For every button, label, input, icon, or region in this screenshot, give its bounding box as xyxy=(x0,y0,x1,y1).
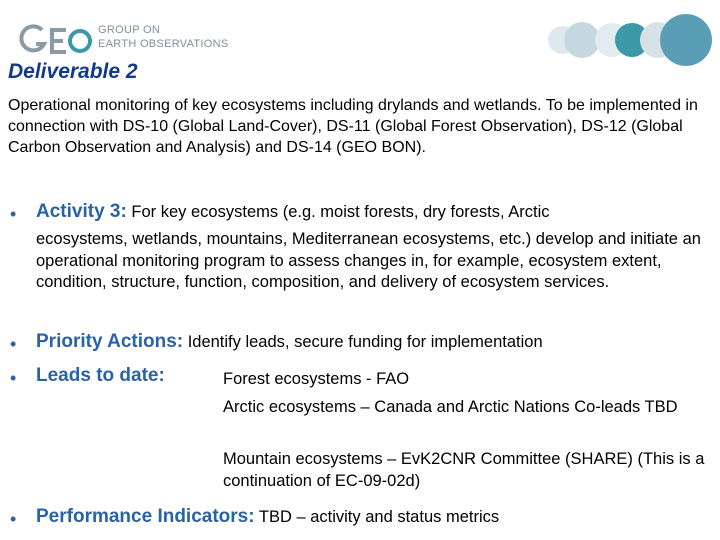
bullet-marker: • xyxy=(10,509,17,529)
lead-item-arctic: Arctic ecosystems – Canada and Arctic Nations Co-leads TBD xyxy=(223,398,678,416)
priority-bullet xyxy=(36,331,720,354)
performance-bullet xyxy=(36,506,720,529)
page-title: Deliverable 2 xyxy=(8,60,138,83)
bullet-marker: • xyxy=(10,204,17,224)
priority-text: Identify leads, secure funding for implementation xyxy=(187,333,543,351)
geo-logo xyxy=(18,20,238,60)
decorative-circles xyxy=(540,6,720,72)
activity-heading: Activity 3: xyxy=(36,201,127,222)
activity-bullet xyxy=(36,201,716,224)
bullet-marker: • xyxy=(10,334,17,354)
bullet-marker: • xyxy=(10,368,17,388)
activity-continuation: ecosystems, wetlands, mountains, Mediterranean ecosystems, etc.) develop and initiate an operational monitoring program to assess changes in, for example, ecosystem extent, condition, structure, function, composition, and delivery of ecosystem services. xyxy=(36,230,701,291)
logo-text-line-1: GROUP ON xyxy=(98,24,161,36)
intro-paragraph: Operational monitoring of key ecosystems including drylands and wetlands. To be implemented in connection with DS-10 (Global Land-Cover), DS-11 (Global Forest Observation), DS-12 (Global Carbon Observation and Analysis) and DS-14 (GEO BON). xyxy=(8,97,698,156)
performance-text: TBD – activity and status metrics xyxy=(258,508,500,526)
logo-text-line-2: EARTH OBSERVATIONS xyxy=(98,38,229,50)
activity-first-line: For key ecosystems (e.g. moist forests, dry forests, Arctic xyxy=(131,203,550,221)
performance-heading: Performance Indicators: xyxy=(36,506,255,527)
leads-bullet xyxy=(36,365,165,388)
priority-heading: Priority Actions: xyxy=(36,331,184,352)
leads-heading: Leads to date: xyxy=(36,365,165,386)
lead-item-mountain: Mountain ecosystems – EvK2CNR Committee (SHARE) (This is a continuation of EC-09-02d) xyxy=(223,450,705,490)
lead-item-forest: Forest ecosystems - FAO xyxy=(223,370,410,388)
